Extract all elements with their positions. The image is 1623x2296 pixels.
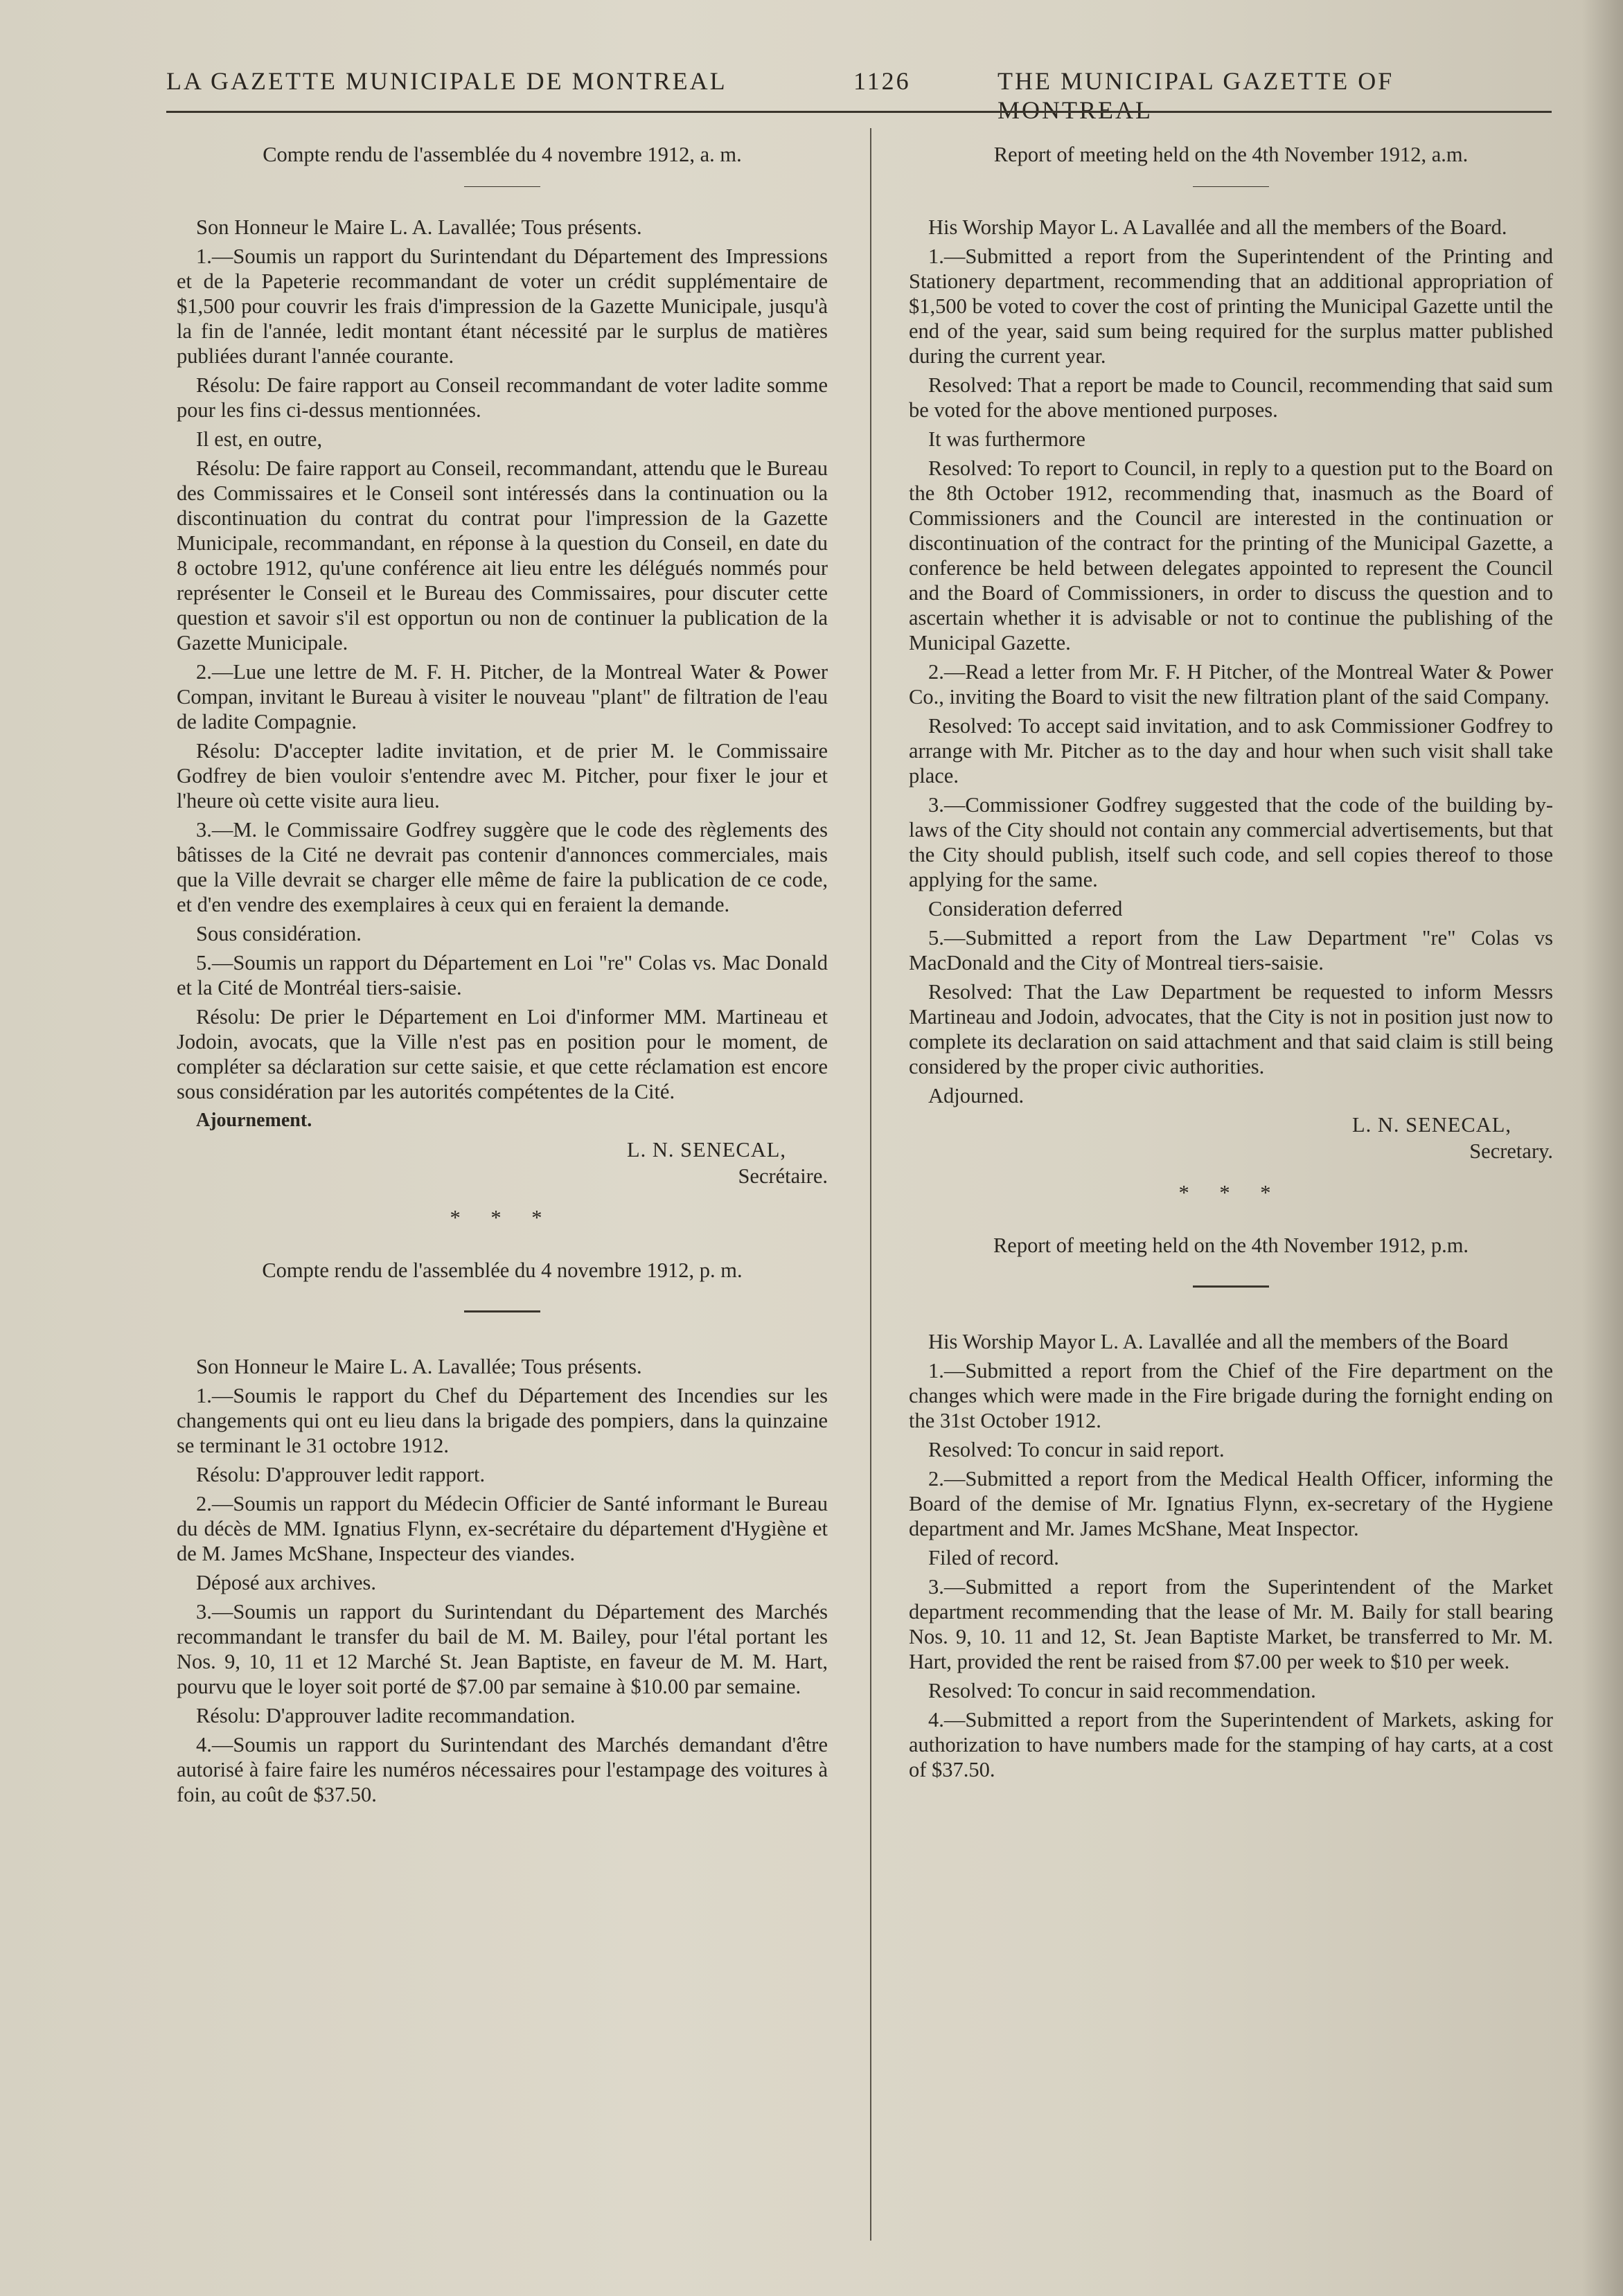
french-pm-title: Compte rendu de l'assemblée du 4 novembre 1912, p. m. [262, 1258, 743, 1282]
french-column [177, 142, 828, 1811]
english-am-paragraph: 2.—Read a letter from Mr. F. H Pitcher, of the Montreal Water & Power Co., inviting the Board to visit the new filtration plant of the said Company. [909, 660, 1553, 709]
english-separator-stars: * * * [1178, 1181, 1284, 1204]
french-am-paragraph: Résolu: De prier le Département en Loi d'informer MM. Martineau et Jodoin, avocats, que la Ville n'est pas en position pour le moment, de compléter sa déclaration sur cette saisie, et que cette réclamation est encore sous considération par les autorités compétentes de la Cité. [177, 1005, 828, 1103]
english-pm-rule [1193, 1285, 1269, 1288]
english-am-signature: L. N. SENECAL, [1351, 1113, 1511, 1137]
english-pm-paragraph: 3.—Submitted a report from the Superintendent of the Market department recommending that the lease of Mr. M. Baily for stall bearing Nos. 9, 10. 11 and 12, St. Jean Baptiste Market, be transferred to Mr. M. Hart, provided the rent be raised from $7.00 per week to $10 per week. [909, 1575, 1553, 1673]
french-am-paragraph: 2.—Lue une lettre de M. F. H. Pitcher, de la Montreal Water & Power Compan, invitant le Bureau à visiter le nouveau "plant" de filtration de l'eau de ladite Compagnie. [177, 660, 828, 733]
french-am-paragraph: 3.—M. le Commissaire Godfrey suggère que le code des règlements des bâtisses de la Cité ne devrait pas contenir d'annonces commerciales, mais que la Ville devrait se charger elle même de faire la publication de ce code, et d'en vendre des exemplaires à ceux qui en feraient la demande. [177, 818, 828, 916]
column-divider [870, 128, 871, 2241]
page-header [166, 66, 1552, 124]
english-am-paragraph: 5.—Submitted a report from the Law Department "re" Colas vs MacDonald and the City of Montreal tiers-saisie. [909, 926, 1553, 975]
french-am-paragraph: Résolu: D'accepter ladite invitation, et de prier M. le Commissaire Godfrey de bien vouloir s'entendre avec M. Pitcher, pour fixer le jour et l'heure où cette visite aura lieu. [177, 739, 828, 812]
english-am-rule [1193, 186, 1269, 187]
french-am-paragraph: Résolu: De faire rapport au Conseil recommandant de voter ladite somme pour les fins ci-dessus mentionnées. [177, 373, 828, 422]
english-am-paragraph: It was furthermore [928, 427, 1085, 451]
english-am-paragraph: Resolved: That a report be made to Council, recommending that said sum be voted for the above mentioned purposes. [909, 373, 1553, 422]
french-pm-paragraph: 2.—Soumis un rapport du Médecin Officier de Santé informant le Bureau du décès de MM. Ignatius Flynn, ex-secrétaire du département d'Hygiène et de M. James McShane, Inspecteur des viandes. [177, 1492, 828, 1565]
header-rule [166, 111, 1552, 113]
english-am-paragraph: 1.—Submitted a report from the Superintendent of the Printing and Stationery department, recommending that an additional appropriation of $1,500 be voted to cover the cost of printing the Municipal Gazette until the end of the year, said sum being required for the surplus matter published during the current year. [909, 244, 1553, 368]
english-pm-paragraph: 4.—Submitted a report from the Superintendent of Markets, asking for authorization to have numbers made for the stamping of hay carts, at a cost of $37.50. [909, 1708, 1553, 1781]
english-pm-paragraph: 1.—Submitted a report from the Chief of the Fire department on the changes which were made in the Fire brigade during the fornight ending on the 31st October 1912. [909, 1359, 1553, 1432]
header-english-title: THE MUNICIPAL GAZETTE OF MONTREAL [997, 67, 1394, 124]
french-am-signature: L. N. SENECAL, [626, 1138, 786, 1162]
french-am-signature-title: Secrétaire. [738, 1164, 828, 1188]
english-am-title: Report of meeting held on the 4th November 1912, a.m. [993, 143, 1469, 166]
french-pm-rule [464, 1310, 540, 1312]
french-am-title: Compte rendu de l'assemblée du 4 novembre 1912, a. m. [263, 143, 742, 166]
french-pm-paragraph: Résolu: D'approuver ladite recommandation. [196, 1704, 576, 1727]
english-am-paragraph: Resolved: To report to Council, in reply to a question put to the Board on the 8th October 1912, recommending that, inasmuch as the Board of Commissioners and the Council are interested in the continuation or discontinuation of the contract for the printing of the Municipal Gazette, a conference be held between delegates appointed to represent the Council and the Board of Commissioners, in order to discuss the question and to ascertain whether it is advisable or not to continue the publishing of the Municipal Gazette. [909, 456, 1553, 655]
english-am-paragraph: Resolved: To accept said invitation, and to ask Commissioner Godfrey to arrange with Mr. Pitcher as to the day and hour when such visit shall take place. [909, 714, 1553, 787]
english-am-signature-title: Secretary. [1469, 1139, 1553, 1163]
english-column [909, 142, 1553, 1786]
french-pm-paragraph: Déposé aux archives. [196, 1571, 376, 1594]
french-pm-paragraph: Résolu: D'approuver ledit rapport. [196, 1463, 486, 1486]
french-pm-paragraph: 4.—Soumis un rapport du Surintendant des Marchés demandant d'être autorisé à faire faire les numéros nécessaires pour l'estampage des voitures à foin, au coût de $37.50. [177, 1733, 828, 1806]
french-am-paragraph: 1.—Soumis un rapport du Surintendant du Département des Impressions et de la Papeterie recommandant de voter un crédit supplémentaire de $1,500 pour couvrir les frais d'impression de la Gazette Municipale, jusqu'à la fin de l'année, ledit montant étant nécessité par le surplus de matières publiées durant l'année courante. [177, 244, 828, 368]
english-am-present: His Worship Mayor L. A Lavallée and all the members of the Board. [928, 215, 1507, 239]
french-am-paragraph: Sous considération. [196, 922, 362, 945]
english-pm-present: His Worship Mayor L. A. Lavallée and all the members of the Board [928, 1330, 1509, 1353]
page-number: 1126 [853, 67, 911, 95]
english-pm-paragraph: 2.—Submitted a report from the Medical Health Officer, informing the Board of the demise of Mr. Ignatius Flynn, ex-secretary of the Hygiene department and Mr. James McShane, Meat Inspector. [909, 1467, 1553, 1540]
english-pm-paragraph: Resolved: To concur in said recommendation. [928, 1679, 1316, 1702]
french-am-paragraph: 5.—Soumis un rapport du Département en Loi "re" Colas vs. Mac Donald et la Cité de Montréal tiers-saisie. [177, 951, 828, 999]
french-pm-paragraph: 3.—Soumis un rapport du Surintendant du Département des Marchés recommandant le transfer du bail de M. M. Bailey, pour l'étal portant les Nos. 9, 10, 11 et 12 Marché St. Jean Baptiste, en faveur de M. M. Hart, pourvu que le loyer soit porté de $7.00 par semaine à $10.00 par semaine. [177, 1600, 828, 1698]
french-am-paragraph: Il est, en outre, [196, 427, 323, 451]
header-french-title: LA GAZETTE MUNICIPALE DE MONTREAL [166, 67, 727, 95]
page-binding-shadow [1581, 0, 1623, 2296]
french-am-adjournment: Ajournement. [196, 1110, 312, 1131]
french-pm-present: Son Honneur le Maire L. A. Lavallée; Tous présents. [196, 1355, 642, 1378]
french-am-present: Son Honneur le Maire L. A. Lavallée; Tous présents. [196, 215, 642, 239]
english-pm-paragraph: Filed of record. [928, 1546, 1059, 1569]
english-am-paragraph: 3.—Commissioner Godfrey suggested that the code of the building by-laws of the City should not contain any commercial advertisements, but that the City should publish, itself such code, and sell copies thereof to those applying for the same. [909, 793, 1553, 891]
english-pm-title: Report of meeting held on the 4th November 1912, p.m. [993, 1234, 1469, 1257]
english-am-adjournment: Adjourned. [928, 1084, 1025, 1107]
english-am-paragraph: Resolved: That the Law Department be requested to inform Messrs Martineau and Jodoin, advocates, that the City is not in position just now to complete its declaration on said attachment and that said claim is still being considered by the proper civic authorities. [909, 980, 1553, 1078]
english-pm-paragraph: Resolved: To concur in said report. [928, 1438, 1225, 1461]
english-am-paragraph: Consideration deferred [928, 897, 1123, 920]
french-separator-stars: * * * [450, 1206, 555, 1229]
french-pm-paragraph: 1.—Soumis le rapport du Chef du Département des Incendies sur les changements qui ont eu lieu dans la brigade des pompiers, dans la quinzaine se terminant le 31 octobre 1912. [177, 1384, 828, 1457]
french-am-paragraph: Résolu: De faire rapport au Conseil, recommandant, attendu que le Bureau des Commissaires et le Conseil sont intéressés dans la continuation ou la discontinuation du contrat du contrat pour l'impression de la Gazette Municipale, recommandant, en réponse à la question du Conseil, en date du 8 octobre 1912, qu'une conférence ait lieu entre les délégués nommés pour représenter le Conseil et le Bureau des Commissaires, pour discuter cette question et savoir s'il est opportun ou non de continuer la publication de la Gazette Municipale. [177, 456, 828, 655]
french-am-rule [464, 186, 540, 187]
